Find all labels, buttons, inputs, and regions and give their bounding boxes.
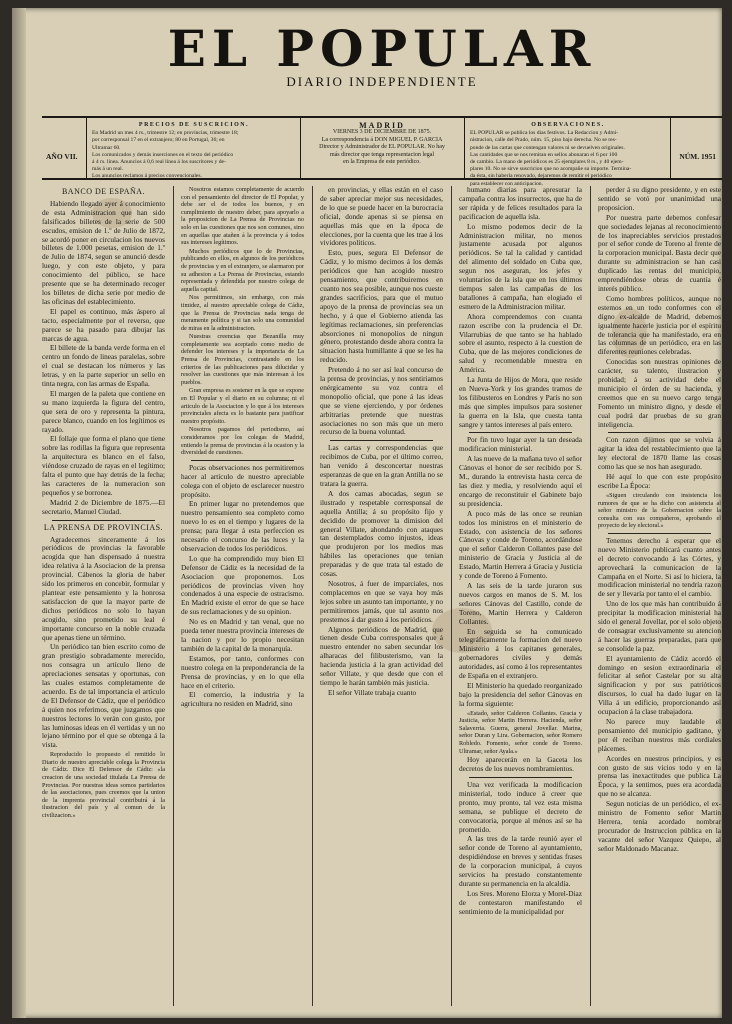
section-heading: BANCO DE ESPAÑA.: [61, 187, 146, 196]
article-quote: «Estado, señor Calderon Collantes. Gracia y Justicia, señor Martin Herrera. Hacienda, señor Salaverria. Guerra, general Jovellar. Marina, señor Duran y Lira. Gobernacion, señor Romero Robledo. Fomento, señor conde de Toreno. Ultramar, señor Ayala.»: [459, 709, 582, 755]
article-column: [42, 186, 165, 1006]
column-rule: [312, 186, 313, 1006]
observations-line: para establecer con anticipacion.: [470, 180, 543, 187]
article-paragraph: Un periódico tan bien escrito como de gran prestigio sobradamente merecido, nos consagra un artículo lleno de apreciaciones sensatas y oportunas, con las cuales estamos completamente de acuerdo. Es de tal importancia el artículo de El Defensor de Cádiz, que el periódico á quien nos referimos, que juzgamos que nuestros lectores lo verán con gusto, por las luminosas ideas en él vertidas y un no lejano término por el que se obtenga á la vista.: [42, 642, 165, 750]
article-quote: Muchos periódicos que lo de Provincias, publicando en ellos, en algunos de los periódicos de provincias y en el extranjero, se alarmaron por su adhesion a La Prensa de Provincias, estando representada y defendida por nuestro colega de aquella capital.: [181, 247, 304, 293]
dateline-box: [304, 122, 460, 166]
article-paragraph: Lo mismo podemos decir de la Administracion militar, no menos justamente acusada por algunos periódicos. Se tal la calidad y cantidad del alimento del soldado en Cuba que, segun nos aseguran, los jefes y voluntarios de la isla que en los últimos tiempos salen las campañas de los batallones á campaña, han elogiado el esmero de la Administracion militar.: [459, 221, 582, 311]
article-paragraph: El billete de la banda verde forma en el centro un fondo de lineas paralelas, sobre el cual se destacan los números y las letras, y en la parte superior un sello en tinta negra, con las armas de España.: [42, 343, 165, 389]
header-divider: [86, 118, 87, 178]
subscription-line: En Madrid un mes 4 rs., trimestre 12; en provincias, trimestre 18;: [92, 130, 239, 137]
issue-number: NÚM. 1951: [679, 152, 716, 161]
article-quote: Nuestras creencias que Bezanilla muy completamente sea aceptado como medio de defender los intereses y la importancia de La Prensa de Provincias, contrastando en los criterios de las publicaciones para dilucidar y resolver las cuestiones que más interesan á los pueblos.: [181, 333, 304, 386]
article-paragraph: El papel es continuo, más áspero al tacto, especialmente por el reverso, que parece se ha pasado para dibujar las marcas de agua.: [42, 306, 165, 343]
section-divider: [469, 777, 572, 778]
article-paragraph: No parece muy laudable el pensamiento del municipio gaditano, y por él reciban nuestros más cordiales plácemes.: [598, 717, 721, 753]
article-columns: [42, 186, 722, 1006]
article-paragraph: humano diarias para apresurar la campaña contra los insurrectos, que ha de ser rápida y de felices resultados para la pacificacion de aquella isla.: [459, 186, 582, 221]
observations-box: [470, 122, 666, 188]
article-paragraph: Nosotros, á fuer de imparciales, nos complacemos en que se vaya hoy más lejos sobre un asunto tan importante, y no permitiremos jamás, que tal asunto nos prestemos á dar gusto á los periódicos.: [320, 578, 443, 624]
article-paragraph: A las tres de la tarde reunió ayer el señor conde de Toreno al ayuntamiento, despidiéndose en breves y sentidas frases de la corporacion municipal, á cuyos servicios ha prestado constantemente durante su permanencia en la alcaldía.: [459, 834, 582, 888]
newspaper-title: EL POPULAR: [167, 19, 597, 78]
article-quote: Nos permitimos, sin embargo, con más timidez, al nuestro apreciable colega de Cádiz, que la Prensa de Provincias nada tenga de meramente política y si tan solo una comunidad de miras en la administracion.: [181, 294, 304, 332]
article-paragraph: en provincias, y ellas están en el caso de saber apreciar mejor sus necesidades, de lo que se puede hacer en la burocracia oficial, donde apenas si se piensa en aquellas más que en la época de elecciones, por la cuenta que les trae á los vividores políticos.: [320, 186, 443, 248]
correspondence-line: más director que tenga representacion legal: [329, 151, 435, 158]
article-paragraph: Esto, pues, segura El Defensor de Cádiz, y lo mismo decimos á los demás periódicos que han acogido nuestro pensamiento, que contribuiremos en cuanto nos sea posible, aunque nos cueste grandes sacrificios, para que el mutuo apoyo de la prensa de provincias sea un hecho, y á que el Gobierno atienda las legítimas reclamaciones, sin preferencias absorciones ni monopolios de ningun género, protestando desde ahora contra la situacion hasta humillante á que se les ha reducido.: [320, 248, 443, 365]
article-column: [181, 186, 304, 1006]
article-paragraph: El margen de la paleta que contiene en su mano izquierda la figura del centro, que sera de oro y representa la pintura, parece blanco, cuando en los legítimos es rayado.: [42, 388, 165, 434]
article-paragraph: A las nueve de la mañana tuvo el señor Cánovas el honor de ser recibido por S. M., durando la entrevista hasta cerca de las diez y media, y resolviendo aquí el encargo de reconstituir el Gabinete bajo su presidencia.: [459, 454, 582, 508]
column-rule: [451, 186, 452, 1006]
article-paragraph: Estamos, por tanto, conformes con nuestro colega en la preponderancia de la Prensa de provincias, y en lo que ella hace en el criterio.: [181, 653, 304, 690]
article-paragraph: Habiendo llegado ayer á conocimiento de esta Administracion que han sido falsificados billetes de la serie de 500 escudos, emision de 1.º de Julio de 1872, se acordó poner en circulacion los nuevos billetes de 1.000 pesetas, emision de 1.º de Julio de 1874, segun se anunció desde luego, y con este objeto, y para conocimiento del público, se hace presente que se ha determinado recoger los billetes de dicha serie por medio de las oficinas del establecimiento.: [42, 198, 165, 306]
section-divider: [608, 432, 711, 433]
year-label: AÑO VII.: [46, 152, 78, 161]
article-paragraph: perder á su digno presidente, y en este sentido se votó por unanimidad una proposicion.: [598, 186, 721, 212]
article-quote: Nosotros pagamos del periodismo, así consideramos por los colegas de Madrid, entiendo la prensa de provincias á la ocasion y la diversidad de cuestiones.: [181, 426, 304, 457]
article-paragraph: La Junta de Hijos de Mora, que reside en Nueva-York y los grandes tramos de los filibusteros en Londres y París no son más que simples impulsos para sostener la guerra en la Isla, que cuesta tanta sangre y tantos intereses al país entero.: [459, 375, 582, 429]
article-paragraph: Hé aquí lo que con este propósito escribe La Época:: [598, 472, 721, 490]
article-paragraph: El señor Villate trabaja cuanto: [328, 687, 417, 697]
subscription-box: [92, 122, 296, 181]
article-paragraph: Lo que ha comprendido muy bien El Defensor de Cádiz es la necesidad de la Asociacion que proponemos. Los periódicos de provincias viven hoy condenados á una especie de ostracismo. En Madrid existe el error de que se hace de sus reclamaciones y de su opinion.: [181, 553, 304, 617]
observations-line: EL POPULAR se publica los dias festivos. La Redaccion y Admi-: [470, 130, 619, 137]
article-paragraph: Los Sres. Moreno Elorza y Morel-Diaz de contestaron manifestando el sentimiento de la municipalidad por: [459, 888, 582, 916]
observations-title: OBSERVACIONES.: [531, 122, 605, 128]
section-divider: [330, 440, 433, 441]
article-paragraph: El Ministerio ha quedado reorganizado bajo la presidencia del señor Cánovas en la forma siguiente:: [459, 680, 582, 708]
article-column: [320, 186, 443, 1006]
article-paragraph: El ayuntamiento de Cádiz acordó el domingo en sesion extraordinaria el felicitar al señor Castelar por su alta significacion y por sus patrióticos discursos, lo cual ha dado lugar en la Villa á un edificio, proporcionando así ocupacion á la clase trabajadora.: [598, 653, 721, 717]
header-divider: [670, 118, 671, 178]
observations-line: da ésta, sin haberla renovado, dejaremos de remitir el periódico: [470, 173, 612, 180]
article-paragraph: Como hombres políticos, aunque no estemos en un todo conformes con el digno ex-alcalde de Madrid, debemos igualmente hacerle justicia por el espíritu de tolerancia que ha manifestado, era en las columnas de un periódico, era en las diferentes reuniones celebradas.: [598, 293, 721, 357]
article-paragraph: A poco más de las once se reunian todos los ministros en el ministerio de Estado, con asistencia de los señores Cánovas y conde de Toreno, acordándose que el señor Calderon Collantes pase del ministerio de Gracia y Justicia al de Estado, Martin Herrera á Gracia y Justicia y conde de Toreno á Fomento.: [459, 508, 582, 581]
article-paragraph: Segun noticias de un periódico, el ex-ministro de Fomento señor Martin Herrera, tenía acordado nombrar procurador de Instruccion pública en la vacante del señor Vazquez Quiepo, al señor Maldonado Macanaz.: [598, 799, 721, 853]
section-heading: LA PRENSA DE PROVINCIAS.: [43, 522, 164, 532]
subscription-line: Ultramar 60.: [92, 144, 121, 151]
subscription-title: PRECIOS DE SUSCRICION.: [138, 122, 250, 128]
article-paragraph: A las seis de la tarde juraron sus nuevos cargos en manos de S. M. los señores Cánovas del Castillo, conde de Toreno, Martin Herrera y Calderon Collantes.: [459, 580, 582, 626]
article-paragraph: Con razon dijimos que se volvia á agitar la idea del restablecimiento que la ley electoral de 1870 llame las cosas como las que se nos han asegurado.: [598, 435, 721, 472]
section-divider: [608, 533, 711, 534]
observations-line: ponde de las cartas que contengan valores ni se devuelven originales.: [470, 144, 625, 151]
article-paragraph: A dos camas abocadas, segun se ilustrado y respetable corresponsal de aquella Antilla; á su propósito fijo y decidido de promover la dimision del general Villate, ahondando con ataques tan destemplados como injustos, ideas que produjeron por los medios mas hábiles las operaciones que tenian preparadas y de que trata tal estado de cosas.: [320, 488, 443, 579]
article-quote: «Siguen circulando con insistencia los rumores de que se ha dicho con asistencia al señor ministro de la Gobernacion sobre la consulta con sus compañeros, aprobando el proyecto de ley electoral.»: [598, 491, 721, 530]
header-divider: [464, 118, 465, 178]
article-paragraph: Por fin tuvo lugar ayer la tan deseada modificacion ministerial.: [459, 435, 582, 454]
header-band: [42, 116, 722, 187]
article-paragraph: Ahora comprendemos con cuanta razon escribe con la prudencia el Dr. Vilarrubias de que tanto se ha hablado sobre el asunto, respecto á la cuestion de Cuba, que de las mejores condiciones de salud y recomendable muestra en América.: [459, 311, 582, 375]
article-paragraph: Madrid 2 de Diciembre de 1875.—El secretario, Manuel Ciudad.: [42, 497, 165, 516]
binding-gutter: [12, 8, 26, 1018]
article-paragraph: Pretendo á no ser así leal concurso de la prensa de provincias, y nos sentiriamos enérgicamente su voz contra el monopolio oficial, que pone á las ideas que se viene ejerciendo, y por órdenes arbitrarias pretende que nuestras asociaciones no son más que un mero recurso de la buena voluntad.: [320, 365, 443, 437]
observations-line: de cambio. La mano de periódicos es 25 ejemplares 8 rs., y 40 ejem-: [470, 159, 624, 166]
article-paragraph: El follaje que forma el plano que tiene sobre las rodillas la figura que representa la arquitectura es blanco en el falso, viéndose cruzado de rayas en el legítimo; falta el punto que hay detrás de la fecha; las caracteres de la numeracion son pequeños y se borronea.: [42, 434, 165, 497]
subscription-line: Los anuncios reclamos á precios convencionales.: [92, 173, 202, 180]
article-paragraph: No es en Madrid y tan venal, que no pueda tener nuestra provincia intereses de la nacion y por lo propio necesitan también de la capital de la monarquía.: [181, 617, 304, 653]
article-quote: Reproducido lo propuesto el remitido lo Diario de nuestro apreciable colega la Provincia de Cádiz. Dice El Defensor de Cádiz: «la creacion de una sociedad titulada La Prensa de Provincias. Por nuestras ideas somos partidarios de las asociaciones, pues creemos que la union de la imprenta provincial contribuirá á la ilustracion del país y al comun de la civilizacion.»: [42, 751, 165, 820]
correspondence-line: en la Empresa de este periódico.: [343, 159, 421, 166]
correspondence-line: La correspondencia á DON MIGUEL P. GARCIA: [321, 136, 443, 143]
subscription-line: Los comunicados y demás inserciones en el texto del periódico: [92, 151, 234, 158]
article-paragraph: Las cartas y correspondencias que recibimos de Cuba, por el último correo, han venido á desconcertar nuestras esperanzas de que en la gran Antilla no se tratara la guerra.: [320, 443, 443, 488]
article-paragraph: Tenemos derecho á esperar que el nuevo Ministerio publicará cuanto antes el decreto convocando á las Córtes, y aprovechará la comunicacion de la Campaña en el Norte. Si así lo hiciera, la modificacion ministerial no tendría razon de ser y llevaría por tanto el el cambio.: [598, 535, 721, 599]
masthead: [42, 18, 722, 90]
article-quote: Nosotros estamos completamente de acuerdo con el pensamiento del director de El Popular, y debe ser el de todos los buenos, y en cumplimiento de nuestro deber, para apoyarlo a la proposicion de La Prensa de Provincias no solo en las cuestiones que nos son comunes, sino en aquellas que atañen á la provincia y á todos sus intereses legítimos.: [181, 186, 304, 247]
subscription-line: á 4 rs. línea. Anuncios á 0,6 real línea á los suscritores y de-: [92, 159, 226, 166]
column-rule: [590, 186, 591, 1006]
article-paragraph: En primer lugar no pretendemos que nuestro pensamiento sea completo como nuevo lo es en el tiempo y lugares de la prensa; para llegar á esta perfeccion es necesario el concurso de las luces y la observacion de todos los periódicos.: [181, 499, 304, 553]
observations-line: Las cantidades que se nos remitan en sellos abonaran el 6 por 100: [470, 151, 618, 158]
article-paragraph: Una vez verificada la modificacion ministerial, todo induce á creer que pronto, muy pronto, tal vez esta misma semana, se publique el decreto de convocatoria, porque al ménos así se ha prometido.: [459, 780, 582, 834]
section-divider: [469, 432, 572, 433]
article-paragraph: Por nuestra parte debemos confesar que sociedades lejanas al reconocimiento de los inapreciables servicios prestados por el señor conde de Toreno al frente de la corporacion municipal. Basta decir que durante su administracion se han casi duplicado las rentas del municipio, emprendiéndose obras de cuantía é interés público.: [598, 212, 721, 293]
article-column: [459, 186, 582, 1006]
newspaper-page: [12, 8, 722, 1018]
city-label: MADRID: [359, 121, 405, 130]
section-divider: [191, 460, 294, 461]
article-paragraph: Algunos periódicos de Madrid, que tienen desde Cuba corresponsales que á nuestro entender no saben secundar los alharacas del filibusterismo, van la hacienda justicia á la gran actividad del señor Villate, y que desde que con el tiempo le harán también más justicia.: [320, 624, 443, 687]
article-paragraph: Agradecemos sinceramente á los periódicos de provincias la favorable acogida que han dispensado á nuestra idea relativa á la Asociacion de la prensa provincial. Cábenos la gloria de haber sido los primeros en concebir, formular y plantear este pensamiento y la honrosa satisfaccion de que la mayor parte de dichos periódicos no solo lo hayan acogido, sino prometido su leal é importante concurso en la noble cruzada que apenas tiene un término.: [42, 534, 165, 642]
article-paragraph: Pocas observaciones nos permitiremos hacer al artículo de nuestro apreciable colega con el objeto de esclarecer nuestro propósito.: [181, 462, 304, 499]
article-paragraph: El comercio, la industria y la agricultura no residen en Madrid, sino: [181, 690, 304, 709]
article-paragraph: Uno de los que más han contribuido á precipitar la modificacion ministerial ha sido el general Jovellar, por el solo objeto de consagrar exclusivamente su atencion á hacer las guerras preparadas, para que se consolide la paz.: [598, 599, 721, 653]
subscription-line: por corresponsal 17 en el extranjero; 80 en Portugal, 36; en: [92, 137, 225, 144]
article-paragraph: En seguida se ha comunicado telegráficamente la formacion del nuevo Ministerio á los capitanes generales, gobernadores civiles y demás autoridades, así como á los representantes de España en el extranjero.: [459, 626, 582, 681]
article-paragraph: Hoy aparecerán en la Gaceta los decretos de los nuevos nombramientos.: [459, 755, 582, 774]
article-paragraph: Conocidas son nuestras opiniones de carácter, su talento, ilustracion y probidad; á su actividad debe el municipio el órden de su hacienda, y creemos que en su nuevo cargo tenga Fomento un ministro digno, y desde el cual podrá dar pruebas de su gran inteligencia.: [598, 357, 721, 429]
column-rule: [173, 186, 174, 1006]
article-quote: Gran empresa es sostener en la que se expone en El Popular y el diario en su columna; ni el articulo de la Asociacion y lo que á los intereses provinciales afecta es lo bastante para justificar nuestro propósito.: [181, 387, 304, 425]
article-column: [598, 186, 721, 1006]
date-label: VIERNES 3 DE DICIEMBRE DE 1875.: [332, 129, 432, 136]
article-paragraph: Acordes en nuestros principios, y es con gusto de sus vicios todo y en la prensa las inexactitudes que publica La Época, y la sentimos, pues era acordada que no se alcanza.: [598, 753, 721, 799]
newspaper-subtitle: DIARIO INDEPENDIENTE: [286, 74, 478, 89]
observations-line: plares 10. No se sirve suscricion que no acompañe su importe. Termina-: [470, 166, 632, 173]
correspondence-line: Director y Administrador de EL POPULAR. No hay: [319, 144, 445, 151]
subscription-line: más á un real.: [92, 166, 124, 173]
observations-line: nistracion, calle del Prado, núm. 15, piso bajo derecha. No se res-: [470, 137, 617, 144]
section-divider: [52, 520, 155, 521]
header-divider: [300, 118, 301, 178]
